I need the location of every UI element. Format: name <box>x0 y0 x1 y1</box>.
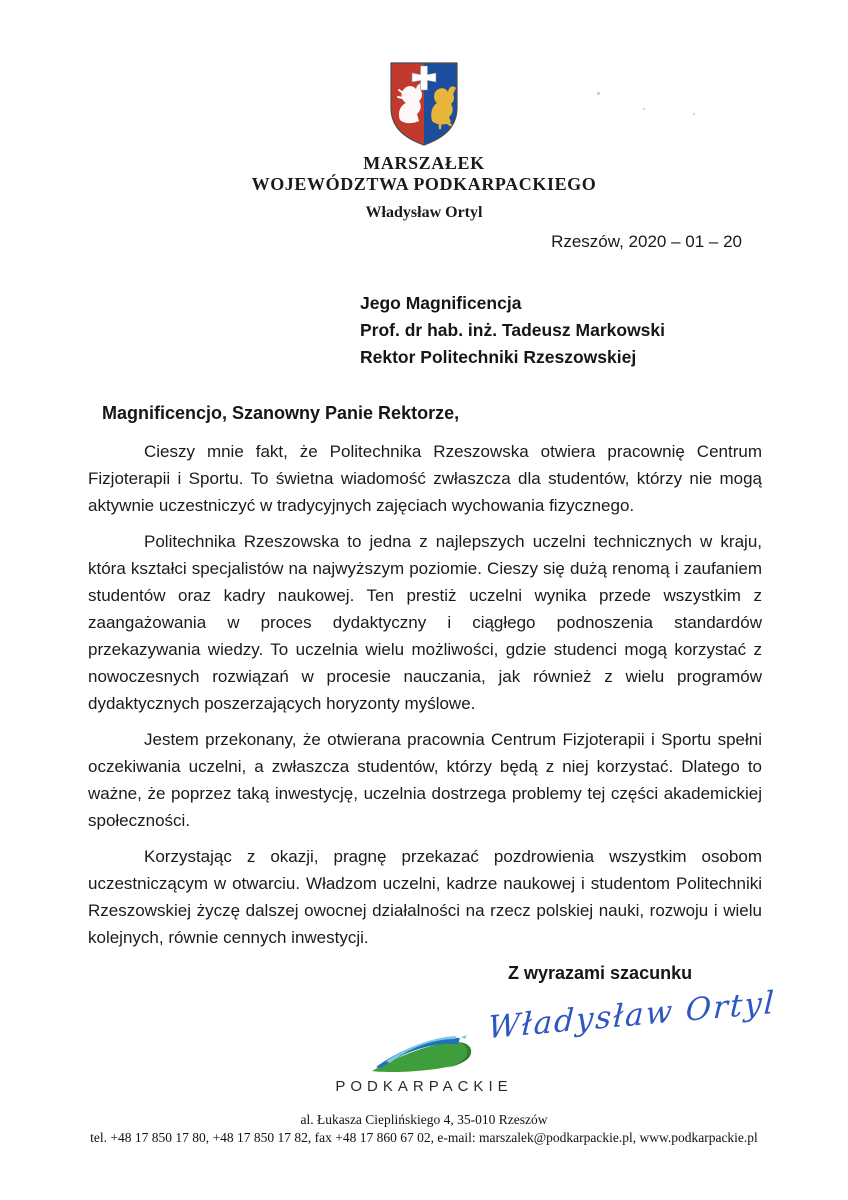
signature-handwriting: Władysław Ortyl <box>487 984 777 1047</box>
paragraph: Korzystając z okazji, pragnę przekazać pozdrowienia wszystkim osobom uczestniczącym w otwarciu. Władzom uczelni, kadrze naukowej i studentom Politechniki Rzeszowskiej życzę dalszej owocnej działalności na rzecz polskiej nauki, rozwoju i wielu kolejnych, równie cennych inwestycji. <box>88 847 762 947</box>
letter-body <box>88 438 762 951</box>
recipient-line: Jego Magnificencja <box>360 293 522 313</box>
paragraph: Cieszy mnie fakt, że Politechnika Rzeszowska otwiera pracownię Centrum Fizjoterapii i Sportu. To świetna wiadomość zwłaszcza dla studentów, którzy nie mogą aktywnie uczestniczyć w tradycyjnych zajęciach wychowania fizycznego. <box>88 442 762 515</box>
office-title-line2: WOJEWÓDZTWA PODKARPACKIEGO <box>251 174 597 194</box>
podkarpackie-logo-text: PODKARPACKIE <box>335 1078 513 1095</box>
paragraph: Jestem przekonany, że otwierana pracownia Centrum Fizjoterapii i Sportu spełni oczekiwania uczelni, a zwłaszcza studentów, którzy będą z niej korzystać. Dlatego to ważne, że poprzez taką inwestycję, uczelnia dostrzega problemy tej części akademickiej społeczności. <box>88 730 762 830</box>
salutation: Magnificencjo, Szanowny Panie Rektorze, <box>102 403 460 423</box>
scan-speck <box>693 113 695 115</box>
recipient-block <box>360 290 848 371</box>
coat-of-arms-icon <box>388 60 460 153</box>
footer-address-line: al. Łukasza Cieplińskiego 4, 35-010 Rzeszów <box>300 1112 548 1127</box>
office-title-line1: MARSZAŁEK <box>363 153 485 173</box>
scan-speck <box>597 92 600 95</box>
closing-phrase: Z wyrazami szacunku <box>508 963 693 983</box>
date-line: Rzeszów, 2020 – 01 – 20 <box>551 232 742 251</box>
official-name: Władysław Ortyl <box>365 204 483 221</box>
footer <box>0 1034 848 1147</box>
footer-address <box>0 1111 848 1147</box>
recipient-line: Rektor Politechniki Rzeszowskiej <box>360 347 637 367</box>
podkarpackie-logo-icon <box>0 1034 848 1076</box>
scan-speck <box>643 108 645 110</box>
footer-contact-line: tel. +48 17 850 17 80, +48 17 850 17 82, fax +48 17 860 67 02, e-mail: marszalek@podkarpackie.pl, www.podkarpackie.pl <box>90 1130 758 1145</box>
letterhead <box>0 0 848 222</box>
recipient-line: Prof. dr hab. inż. Tadeusz Markowski <box>360 320 666 340</box>
paragraph: Politechnika Rzeszowska to jedna z najlepszych uczelni technicznych w kraju, która kształci specjalistów na najwyższym poziomie. Cieszy się dużą renomą i zaufaniem studentów oraz kadry naukowej. Ten prestiż uczelni wynika przede wszystkim z zaangażowania w proces dydaktyczny i ciągłego podnoszenia standardów przekazywania wiedzy. To uczelnia wielu możliwości, gdzie studenci mogą korzystać z nowoczesnych rozwiązań w procesie nauczania, jak również z wielu programów dydaktycznych poszerzających horyzonty myślowe. <box>88 532 762 713</box>
